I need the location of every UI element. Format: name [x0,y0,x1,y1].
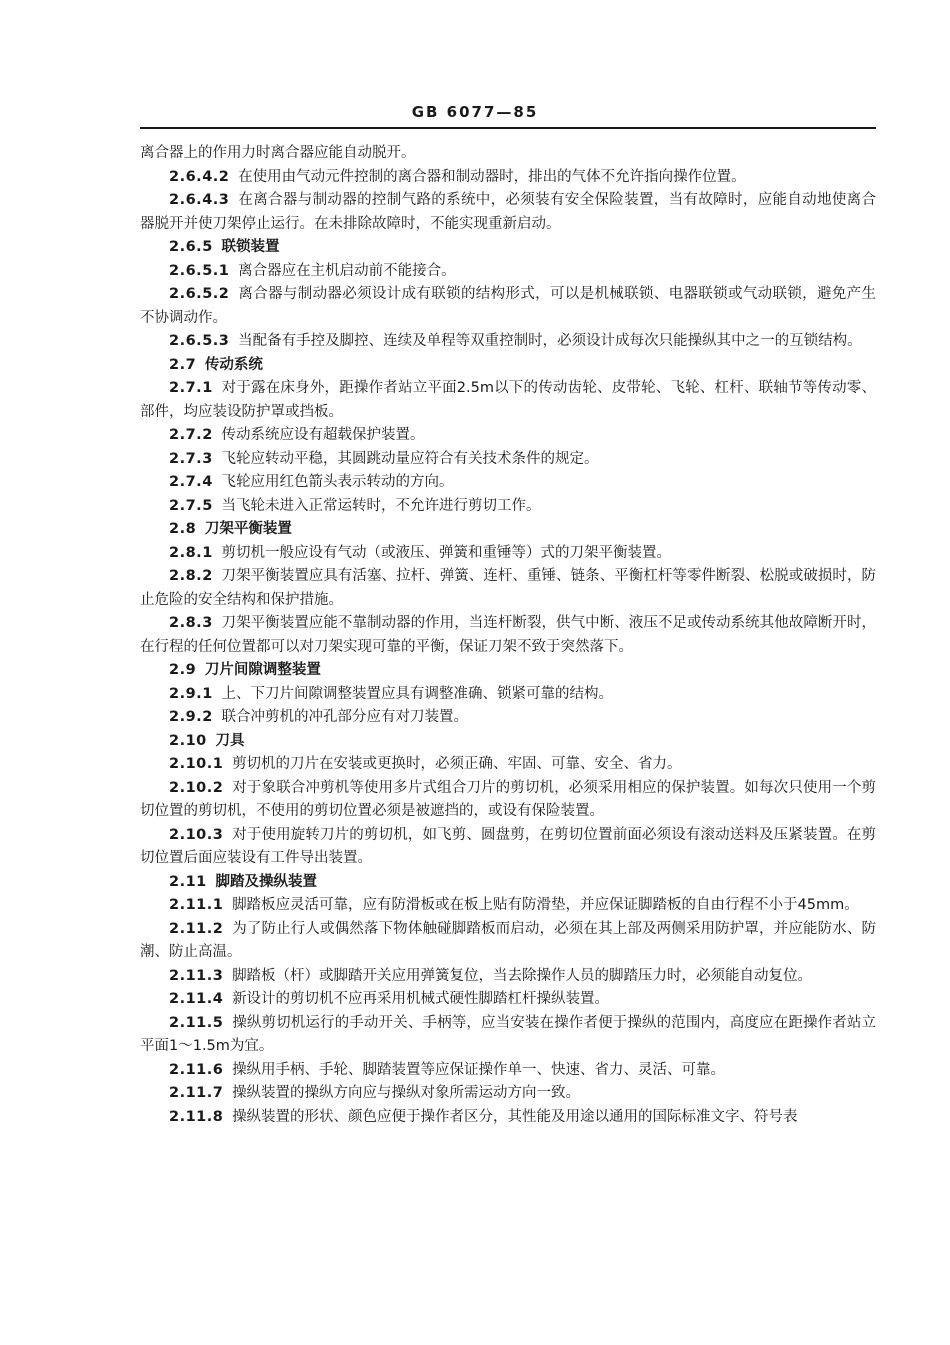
clause-paragraph [140,777,876,824]
clause-paragraph [140,612,876,659]
clause-text: 联合冲剪机的冲孔部分应有对刀装置。 [221,709,468,725]
clause-paragraph [140,1082,876,1106]
clause-number: 2.11.8 [169,1108,224,1125]
clause-paragraph [140,565,876,612]
clause-text: 传动系统应设有超载保护装置。 [221,427,425,443]
clause-text: 剪切机的刀片在安装或更换时，必须正确、牢固、可靠、安全、省力。 [232,756,682,772]
clause-paragraph [140,471,876,495]
clause-paragraph [140,542,876,566]
clause-text: 刀架平衡装置 [204,521,292,537]
clause-number: 2.6.5.1 [169,262,230,279]
clause-text: 对于使用旋转刀片的剪切机，如飞剪、圆盘剪，在剪切位置前面必须设有滚动送料及压紧装置。在剪切位置后面应装设有工件导出装置。 [140,826,876,866]
clause-number: 2.9.2 [169,709,213,725]
clause-paragraph [140,260,876,284]
clause-number: 2.6.5 [169,239,213,255]
clause-number: 2.9 [169,662,197,678]
clause-text: 脚踏板应灵活可靠，应有防滑板或在板上贴有防滑垫，并应保证脚踏板的自由行程不小于45mm。 [232,897,859,913]
clause-paragraph [140,377,876,424]
clause-text: 上、下刀片间隙调整装置应具有调整准确、锁紧可靠的结构。 [221,685,613,702]
clause-paragraph [140,1059,876,1083]
clause-number: 2.7.4 [169,474,213,490]
clause-number: 2.8.1 [169,544,213,561]
clause-number: 2.6.5.3 [169,333,230,349]
clause-text: 离合器应在主机启动前不能接合。 [238,262,456,279]
clause-number: 2.7.3 [169,450,213,467]
clause-text: 为了防止行人或偶然落下物体触碰脚踏板而启动，必须在其上部及两侧采用防护罩，并应能防水、防潮、防止高温。 [140,920,876,960]
clause-text: 操纵装置的操纵方向应与操纵对象所需运动方向一致。 [232,1085,581,1101]
section-heading [140,871,876,895]
clause-paragraph [140,988,876,1012]
clause-number: 2.10.2 [169,779,224,796]
clause-paragraph [140,753,876,777]
clause-paragraph [140,142,876,166]
clause-text: 刀架平衡装置应能不靠制动器的作用，当连杆断裂，供气中断、液压不足或传动系统其他故障断开时，在行程的任何位置都可以对刀架实现可靠的平衡，保证刀架不致于突然落下。 [140,615,876,655]
clause-text: 对于露在床身外，距操作者站立平面2.5m以下的传动齿轮、皮带轮、飞轮、杠杆、联轴节等传动零、部件，均应装设防护罩或挡板。 [140,380,876,420]
clause-paragraph [140,965,876,989]
clause-text: 当配备有手控及脚控、连续及单程等双重控制时，必须设计成每次只能操纵其中之一的互锁结构。 [238,333,862,349]
clause-paragraph [140,166,876,190]
clause-text: 在使用由气动元件控制的离合器和制动器时，排出的气体不允许指向操作位置。 [238,168,746,185]
clause-number: 2.7.5 [169,497,213,514]
clause-number: 2.11.4 [169,991,224,1007]
clause-number: 2.11.5 [169,1014,224,1031]
clause-paragraph [140,1106,876,1130]
clause-paragraph [140,706,876,730]
clause-number: 2.6.5.2 [169,286,230,302]
clause-number: 2.11 [169,873,207,890]
clause-paragraph [140,424,876,448]
clause-text: 联锁装置 [221,239,280,255]
clause-text: 操纵剪切机运行的手动开关、手柄等，应当安装在操作者便于操纵的范围内，高度应在距操作者站立平面1～1.5m为宜。 [140,1014,876,1054]
section-heading [140,354,876,378]
clause-number: 2.11.7 [169,1085,224,1101]
document-body [140,142,876,1129]
page-header-code: GB 6077—85 [411,103,539,121]
clause-paragraph [140,824,876,871]
clause-text: 操纵用手柄、手轮、脚踏装置等应保证操作单一、快速、省力、灵活、可靠。 [232,1061,726,1078]
clause-text: 刀架平衡装置应具有活塞、拉杆、弹簧、连杆、重锤、链条、平衡杠杆等零件断裂、松脱或破损时，防止危险的安全结构和保护措施。 [140,568,876,608]
clause-text: 对于象联合冲剪机等使用多片式组合刀片的剪切机，必须采用相应的保护装置。如每次只使用一个剪切位置的剪切机，不使用的剪切位置必须是被遮挡的，或设有保险装置。 [140,779,876,819]
clause-paragraph [140,448,876,472]
section-heading [140,659,876,683]
clause-paragraph [140,918,876,965]
clause-number: 2.7.1 [169,380,213,396]
clause-number: 2.8.2 [169,568,213,584]
clause-text: 脚踏板（杆）或脚踏开关应用弹簧复位，当去除操作人员的脚踏压力时，必须能自动复位。 [232,967,813,984]
clause-number: 2.7 [169,356,197,373]
clause-text: 脚踏及操纵装置 [215,873,317,890]
clause-text: 剪切机一般应设有气动（或液压、弹簧和重锤等）式的刀架平衡装置。 [221,544,671,561]
clause-text: 在离合器与制动器的控制气路的系统中，必须装有安全保险装置，当有故障时，应能自动地使离合器脱开并使刀架停止运行。在未排除故障时，不能实现重新启动。 [140,192,876,232]
clause-number: 2.8.3 [169,615,213,631]
clause-number: 2.10.3 [169,826,224,843]
clause-paragraph [140,283,876,330]
clause-number: 2.11.1 [169,897,224,913]
section-heading [140,236,876,260]
clause-number: 2.6.4.3 [169,192,230,208]
clause-text: 新设计的剪切机不应再采用机械式硬性脚踏杠杆操纵装置。 [232,991,610,1007]
clause-text: 刀片间隙调整装置 [204,662,321,678]
clause-text: 离合器上的作用力时离合器应能自动脱开。 [140,145,416,161]
section-heading [140,518,876,542]
clause-number: 2.10 [169,732,207,749]
clause-paragraph [140,1012,876,1059]
clause-number: 2.11.3 [169,967,224,984]
clause-number: 2.10.1 [169,756,224,772]
clause-paragraph [140,495,876,519]
clause-number: 2.11.6 [169,1061,224,1078]
clause-number: 2.7.2 [169,427,213,443]
clause-number: 2.9.1 [169,685,213,702]
header-rule [140,127,876,129]
clause-paragraph [140,894,876,918]
clause-paragraph [140,189,876,236]
clause-number: 2.11.2 [169,920,224,937]
section-heading [140,730,876,754]
clause-text: 飞轮应用红色箭头表示转动的方向。 [221,474,454,490]
clause-paragraph [140,683,876,707]
clause-paragraph [140,330,876,354]
clause-text: 传动系统 [204,356,263,373]
clause-text: 离合器与制动器必须设计成有联锁的结构形式，可以是机械联锁、电器联锁或气动联锁，避免产生不协调动作。 [140,286,876,326]
clause-number: 2.6.4.2 [169,168,230,185]
clause-number: 2.8 [169,521,197,537]
clause-text: 飞轮应转动平稳，其圆跳动量应符合有关技术条件的规定。 [221,450,599,467]
clause-text: 刀具 [215,732,245,749]
clause-text: 操纵装置的形状、颜色应便于操作者区分，其性能及用途以通用的国际标准文字、符号表 [232,1108,798,1125]
clause-text: 当飞轮未进入正常运转时，不允许进行剪切工作。 [221,497,541,514]
